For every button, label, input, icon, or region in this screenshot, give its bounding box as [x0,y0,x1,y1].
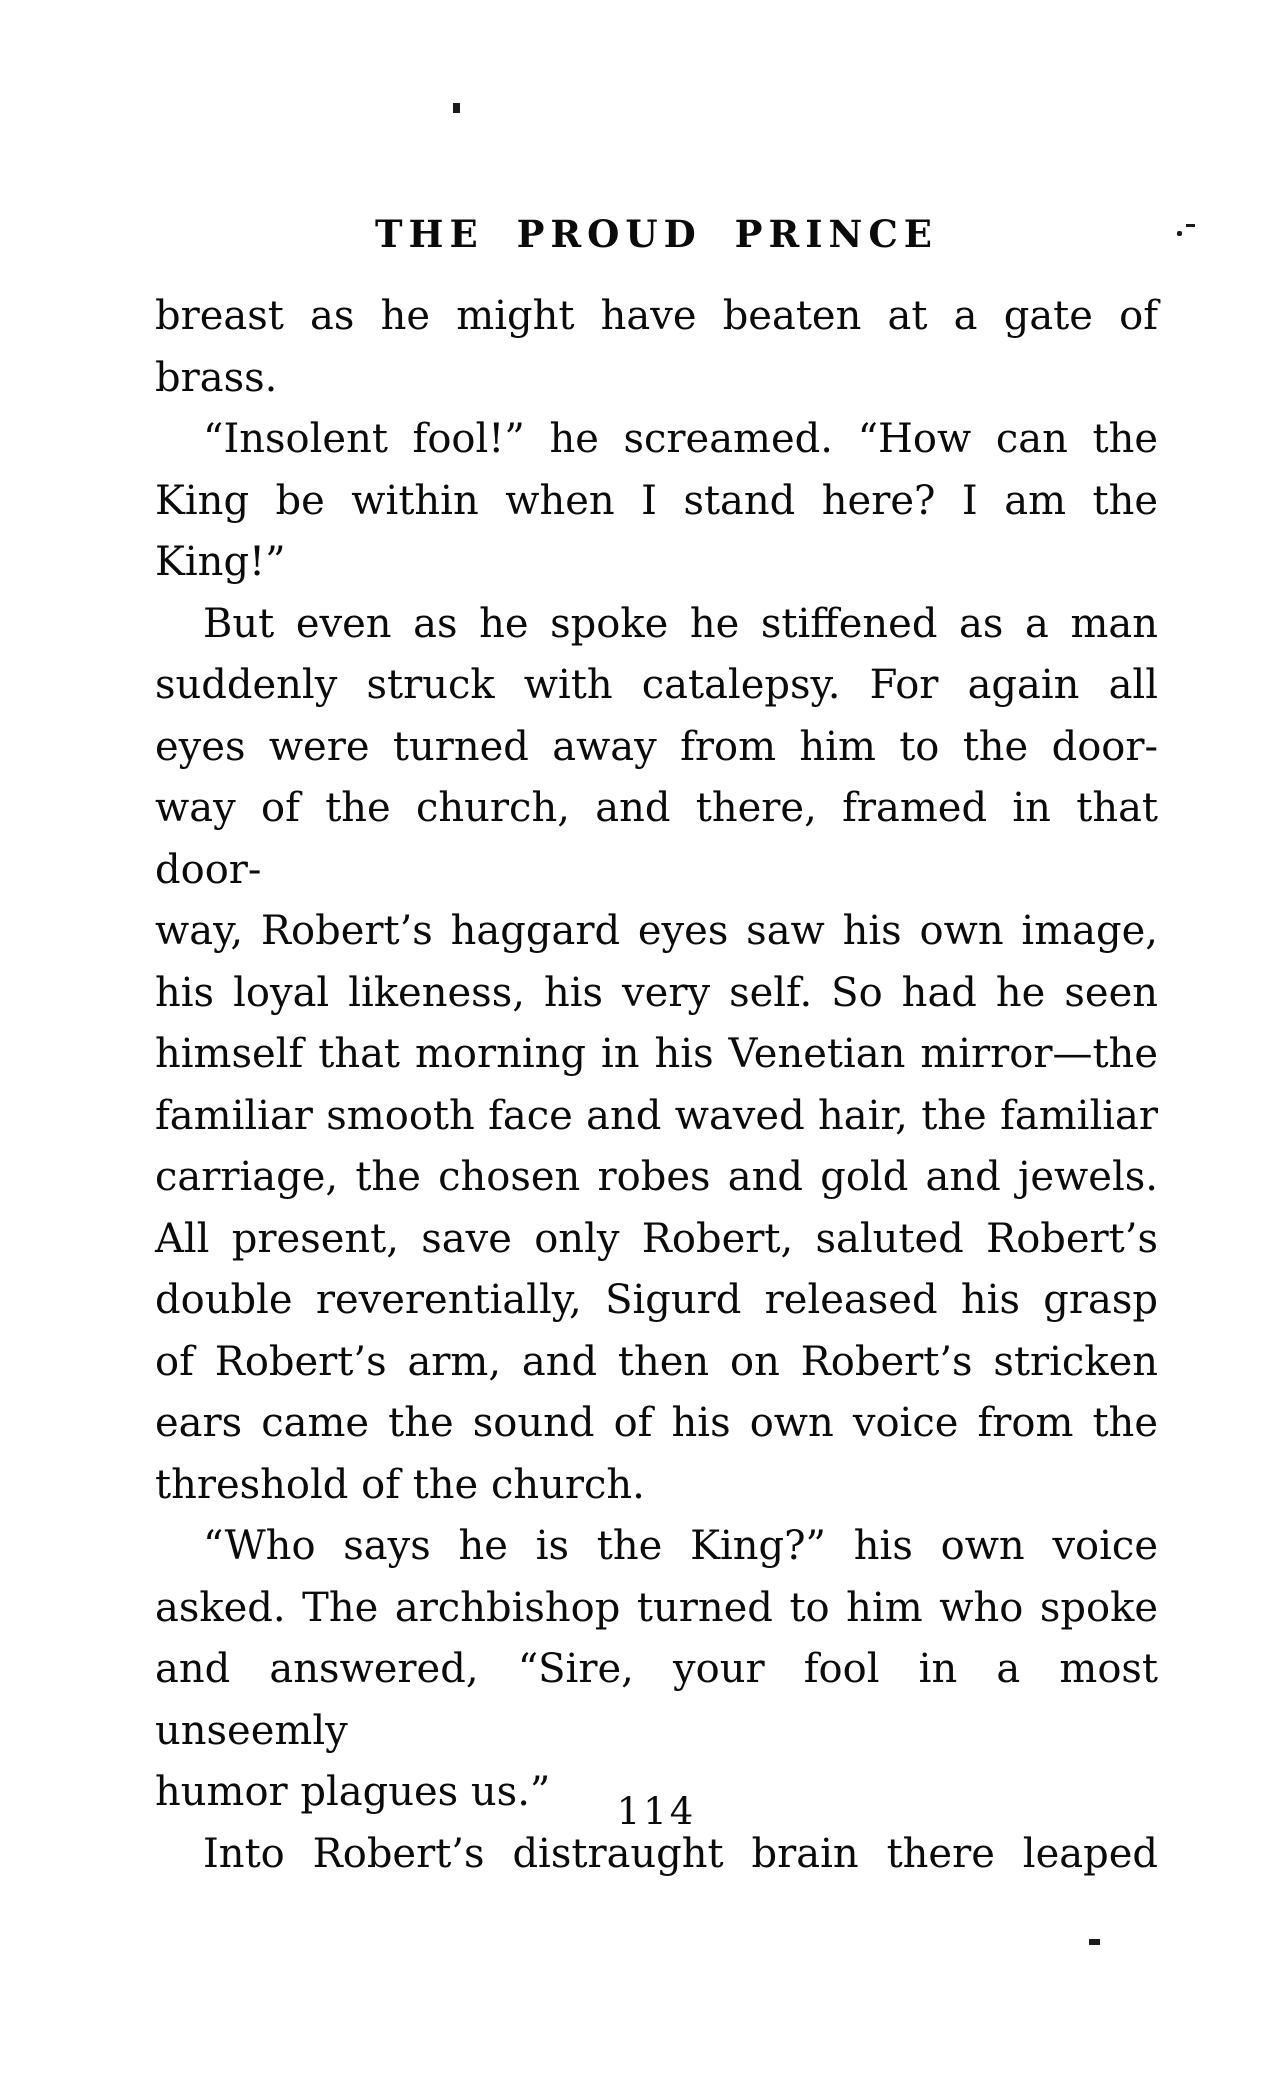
text-line: asked. The archbishop turned to him who spoke [155,1584,1158,1631]
text-line: All present, save only Robert, saluted Robert’s [155,1215,1158,1262]
text-line: King!” [155,539,286,585]
scan-speck [1177,231,1182,236]
text-line: humor plagues us.” [155,1769,551,1815]
text-line: brass. [155,354,278,401]
text-line: way of the church, and there, framed in that door- [155,785,1158,893]
scan-speck [1186,224,1195,227]
body-text [155,286,1158,1885]
scan-speck [453,103,460,113]
text-line: carriage, the chosen robes and gold and jewels. [155,1154,1158,1200]
text-line: breast as he might have beaten at a gate of [155,293,1158,339]
text-line: double reverentially, Sigurd released his grasp [155,1277,1158,1323]
text-line: King be within when I stand here? I am the [155,477,1158,524]
text-line: eyes were turned away from him to the door- [155,723,1158,770]
page-number: 114 [616,1790,697,1833]
text-line: himself that morning in his Venetian mirror—the [155,1031,1158,1077]
text-line: his loyal likeness, his very self. So had he seen [155,969,1158,1016]
running-header: THE PROUD PRINCE [375,212,938,256]
scan-speck [1089,1939,1100,1945]
text-line: Into Robert’s distraught brain there leaped [203,1830,1158,1877]
text-line: way, Robert’s haggard eyes saw his own image, [155,908,1158,954]
text-line: “Who says he is the King?” his own voice [203,1523,1158,1569]
text-line: suddenly struck with catalepsy. For again all [155,662,1158,708]
text-line: of Robert’s arm, and then on Robert’s stricken [155,1338,1158,1385]
text-line: But even as he spoke he stiffened as a man [203,600,1158,647]
text-line: “Insolent fool!” he screamed. “How can the [203,416,1158,462]
text-line: and answered, “Sire, your fool in a most unseemly [155,1646,1158,1754]
text-line: familiar smooth face and waved hair, the familiar [155,1092,1158,1139]
text-line: ears came the sound of his own voice from the [155,1400,1158,1446]
text-line: threshold of the church. [155,1461,645,1508]
